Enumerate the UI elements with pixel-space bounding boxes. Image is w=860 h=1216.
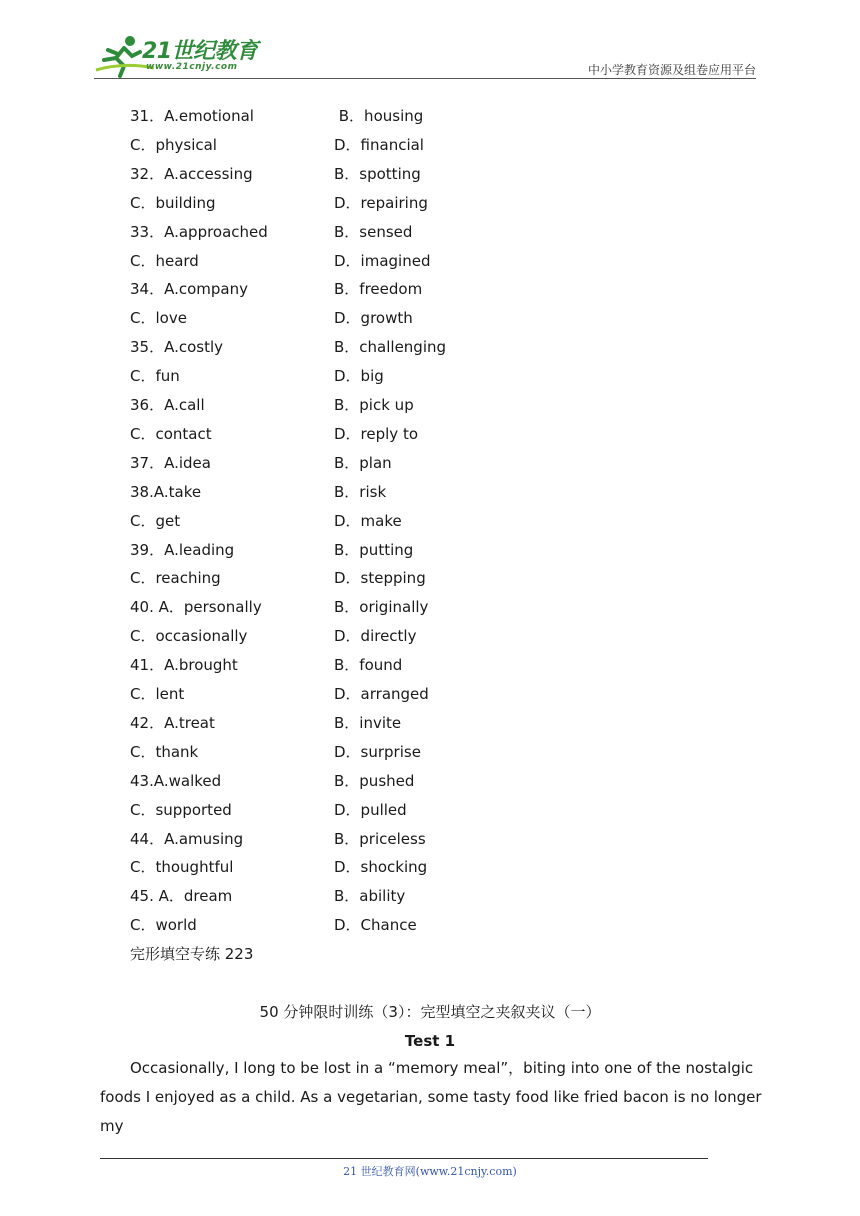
option-right: B．putting [334, 540, 414, 559]
option-right: B．originally [334, 598, 429, 617]
option-right: B．priceless [334, 829, 426, 848]
option-left: 43.A.walked [130, 771, 222, 790]
option-left: C．contact [130, 424, 212, 443]
option-right: D．arranged [334, 685, 429, 703]
logo-main-text: 21世纪教育 [142, 39, 258, 64]
option-right: B．housing [334, 107, 424, 125]
option-left: C．love [130, 309, 187, 328]
option-left: 31．A.emotional [130, 107, 254, 125]
option-left: 38.A.take [130, 482, 202, 501]
option-left: 37．A.idea [130, 453, 211, 472]
option-right: D．surprise [334, 742, 421, 761]
option-left: C．fun [130, 367, 180, 386]
option-left: 34．A.company [130, 280, 248, 299]
passage-line-1: Occasionally, I long to be lost in a “memory meal”，biting into one of the nostalgic [130, 1059, 754, 1077]
section-label: 完形填空专练 223 [130, 945, 254, 963]
option-left: C．thoughtful [130, 858, 234, 877]
option-right: B．freedom [334, 280, 423, 299]
option-left: 36．A.call [130, 396, 205, 414]
option-right: D．pulled [334, 800, 407, 819]
page-header [94, 30, 756, 80]
option-left: 42．A.treat [130, 713, 215, 732]
option-left: 32．A.accessing [130, 164, 253, 183]
option-left: C．building [130, 193, 216, 212]
option-left: C．physical [130, 135, 217, 154]
option-right: B．pick up [334, 396, 414, 414]
option-right: D．repairing [334, 193, 428, 212]
option-left: C．world [130, 916, 197, 935]
exercise-title: 50 分钟限时训练（3）：完型填空之夹叙夹议（一） [259, 1003, 601, 1021]
platform-label: 中小学教育资源及组卷应用平台 [587, 63, 756, 77]
option-left: 33．A.approached [130, 222, 268, 241]
option-left: C．reaching [130, 569, 221, 588]
logo-sub-text: www.21cnjy.com [146, 62, 238, 72]
option-left: 41．A.brought [130, 656, 238, 675]
option-right: B．invite [334, 713, 402, 732]
option-right: D．reply to [334, 424, 419, 443]
footer-text: 21 世纪教育网(www.21cnjy.com) [343, 1165, 517, 1178]
option-right: B．plan [334, 453, 392, 472]
test-title: Test 1 [404, 1032, 456, 1050]
option-right: B．sensed [334, 222, 413, 241]
passage-paragraph [100, 1054, 762, 1141]
option-right: D．stepping [334, 569, 426, 588]
footer-divider [100, 1158, 708, 1159]
option-left: 40. A．personally [130, 598, 262, 617]
option-right: B．pushed [334, 771, 415, 790]
option-right: D．financial [334, 135, 424, 154]
option-left: C．heard [130, 251, 199, 270]
option-left: C．thank [130, 742, 199, 761]
option-left: 44．A.amusing [130, 829, 244, 848]
option-right: D．shocking [334, 858, 428, 877]
option-right: B．found [334, 656, 403, 675]
option-right: B．ability [334, 887, 406, 906]
option-right: D．imagined [334, 251, 431, 270]
option-left: C．get [130, 511, 181, 530]
option-right: B．risk [334, 482, 387, 501]
option-left: 39．A.leading [130, 540, 235, 559]
option-right: D．big [334, 367, 384, 386]
header-divider [94, 78, 756, 79]
option-right: B．spotting [334, 164, 421, 183]
option-left: 45. A．dream [130, 887, 233, 906]
option-left: C．occasionally [130, 627, 248, 646]
option-left: 35．A.costly [130, 338, 224, 357]
passage-line-2: foods I enjoyed as a child. As a vegetarian, some tasty food like fried bacon is no longer my [100, 1088, 762, 1135]
option-right: D．Chance [334, 916, 417, 935]
option-left: C．lent [130, 685, 185, 703]
option-right: B．challenging [334, 338, 447, 357]
option-left: C．supported [130, 800, 232, 819]
option-right: D．make [334, 511, 402, 530]
option-right: D．growth [334, 309, 413, 328]
option-right: D．directly [334, 627, 417, 646]
